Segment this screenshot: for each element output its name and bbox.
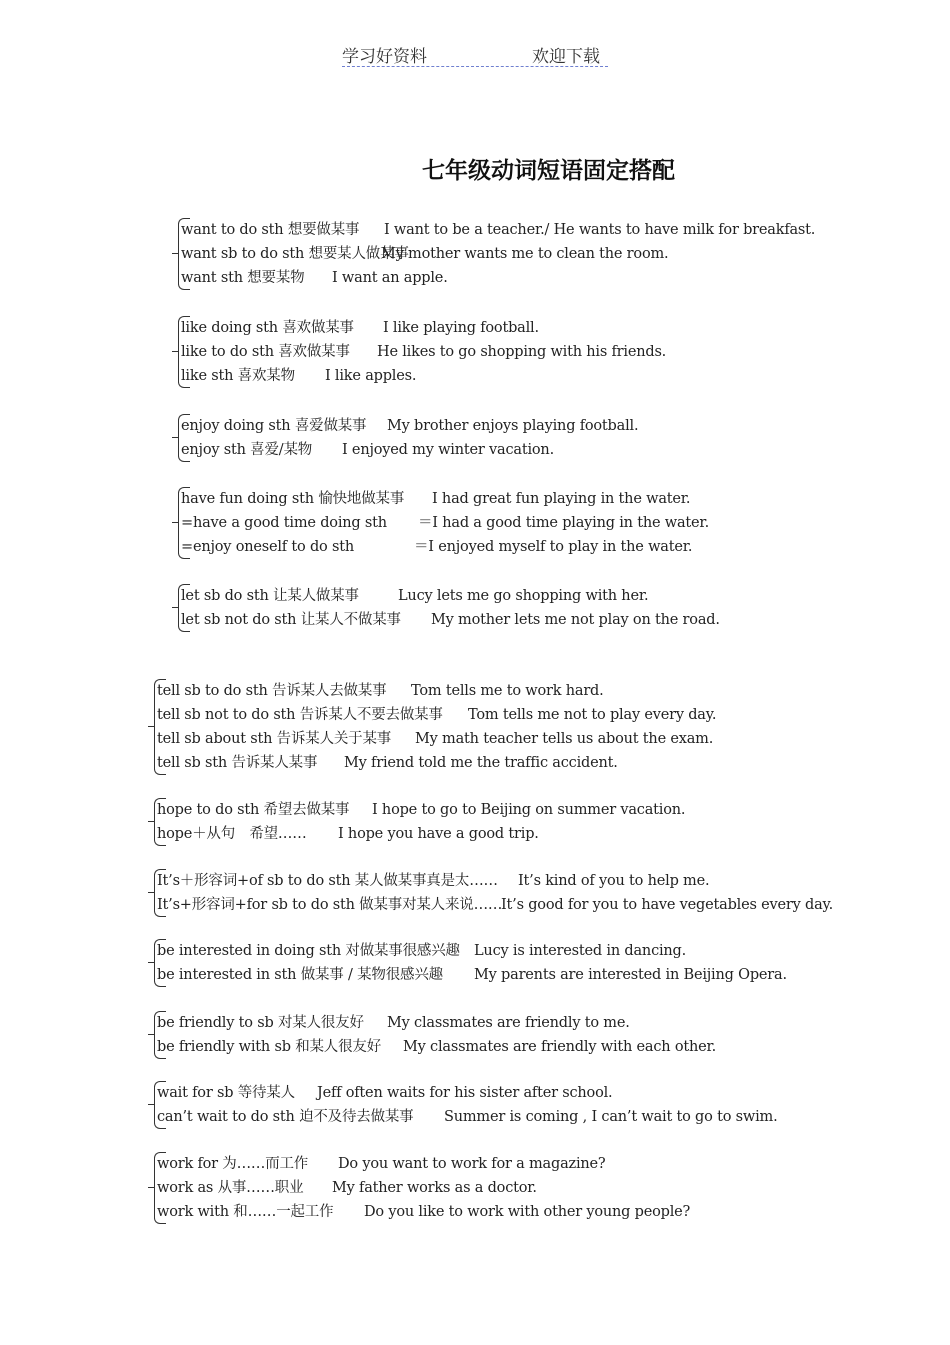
phrase-line	[178, 218, 816, 242]
phrase-group	[178, 218, 816, 290]
phrase-text: tell sb not to do sth 告诉某人不要去做某事	[157, 707, 443, 723]
phrase-text: hope＋从句 希望……	[157, 826, 307, 842]
example-sentence: My math teacher tells us about the exam.	[415, 731, 714, 747]
phrase-text: work as 从事……职业	[157, 1180, 304, 1196]
example-sentence: It’s good for you to have vegetables every day.	[501, 897, 834, 913]
example-sentence: My brother enjoys playing football.	[387, 418, 639, 434]
phrase-line	[154, 679, 604, 703]
phrase-group	[178, 414, 639, 462]
phrase-text: want sb to do sth 想要某人做某事	[181, 246, 409, 262]
phrase-line	[154, 963, 787, 987]
document-title: 七年级动词短语固定搭配	[422, 157, 675, 184]
phrase-line	[178, 364, 417, 388]
phrase-line	[178, 340, 667, 364]
phrase-line	[178, 316, 539, 340]
phrase-text: wait for sb 等待某人	[157, 1085, 295, 1101]
phrase-text: be interested in doing sth 对做某事很感兴趣	[157, 943, 460, 959]
phrase-text: It’s+形容词+for sb to do sth 做某事对某人来说……	[157, 897, 503, 913]
phrase-line	[178, 438, 554, 462]
phrase-line	[154, 727, 714, 751]
example-sentence: I hope you have a good trip.	[338, 826, 539, 842]
example-sentence: My mother lets me not play on the road.	[431, 612, 720, 628]
phrase-line	[178, 266, 448, 290]
example-sentence: He likes to go shopping with his friends.	[377, 344, 667, 360]
phrase-text: hope to do sth 希望去做某事	[157, 802, 350, 818]
phrase-line	[154, 1152, 606, 1176]
example-sentence: Lucy lets me go shopping with her.	[398, 588, 649, 604]
example-sentence: My classmates are friendly with each other.	[403, 1039, 717, 1055]
phrase-text: be friendly to sb 对某人很友好	[157, 1015, 364, 1031]
example-sentence: I want an apple.	[332, 270, 448, 286]
example-sentence: Lucy is interested in dancing.	[474, 943, 687, 959]
phrase-text: work for 为……而工作	[157, 1156, 309, 1172]
header-left-text: 学习好资料	[342, 47, 427, 67]
example-sentence: My friend told me the traffic accident.	[344, 755, 618, 771]
phrase-text: like doing sth 喜欢做某事	[181, 320, 354, 336]
phrase-text: can’t wait to do sth 迫不及待去做某事	[157, 1109, 414, 1125]
phrase-line	[178, 242, 669, 266]
phrase-text: be friendly with sb 和某人很友好	[157, 1039, 382, 1055]
phrase-group	[154, 679, 717, 775]
phrase-line	[154, 869, 710, 893]
example-sentence: I had great fun playing in the water.	[432, 491, 691, 507]
phrase-text: tell sb sth 告诉某人某事	[157, 755, 318, 771]
phrase-text: tell sb about sth 告诉某人关于某事	[157, 731, 392, 747]
phrase-line	[154, 1200, 691, 1224]
example-sentence: I like playing football.	[383, 320, 539, 336]
example-sentence: My mother wants me to clean the room.	[381, 246, 669, 262]
example-sentence: It’s kind of you to help me.	[518, 873, 710, 889]
phrase-line	[178, 511, 709, 535]
page-header	[342, 42, 608, 67]
phrase-text: =have a good time doing sth	[181, 515, 387, 531]
phrase-text: let sb not do sth 让某人不做某事	[181, 612, 401, 628]
example-sentence: My classmates are friendly to me.	[387, 1015, 630, 1031]
phrase-text: like sth 喜欢某物	[181, 368, 295, 384]
phrase-group	[154, 1081, 778, 1129]
phrase-line	[154, 703, 717, 727]
example-sentence: I want to be a teacher./ He wants to have milk for breakfast.	[384, 222, 816, 238]
phrase-group	[154, 798, 686, 846]
phrase-line	[178, 584, 649, 608]
phrase-group	[154, 869, 834, 917]
example-sentence: Summer is coming , I can’t wait to go to swim.	[444, 1109, 778, 1125]
phrase-text: want sth 想要某物	[181, 270, 305, 286]
phrase-text: let sb do sth 让某人做某事	[181, 588, 359, 604]
phrase-group	[178, 316, 667, 388]
phrase-line	[154, 751, 618, 775]
phrase-line	[178, 608, 720, 632]
phrase-text: enjoy doing sth 喜爱做某事	[181, 418, 367, 434]
phrase-line	[154, 1176, 537, 1200]
phrase-group	[178, 584, 720, 632]
phrase-text: be interested in sth 做某事 / 某物很感兴趣	[157, 967, 443, 983]
example-sentence: I like apples.	[325, 368, 417, 384]
phrase-text: like to do sth 喜欢做某事	[181, 344, 350, 360]
example-sentence: My parents are interested in Beijing Opera.	[474, 967, 787, 983]
phrase-group	[154, 1152, 691, 1224]
example-sentence: I enjoyed my winter vacation.	[342, 442, 554, 458]
phrase-line	[178, 414, 639, 438]
example-sentence: Do you want to work for a magazine?	[338, 1156, 606, 1172]
phrase-line	[154, 822, 539, 846]
example-sentence: Tom tells me not to play every day.	[468, 707, 717, 723]
phrase-text: work with 和……一起工作	[157, 1204, 334, 1220]
phrase-line	[154, 1011, 630, 1035]
phrase-line	[178, 487, 691, 511]
phrase-text: want to do sth 想要做某事	[181, 222, 360, 238]
phrase-group	[154, 939, 787, 987]
phrase-line	[154, 1081, 613, 1105]
phrase-text: enjoy sth 喜爱/某物	[181, 442, 313, 458]
example-sentence: Jeff often waits for his sister after school.	[317, 1085, 613, 1101]
phrase-text: have fun doing sth 愉快地做某事	[181, 491, 405, 507]
phrase-line	[154, 798, 686, 822]
phrase-line	[154, 893, 834, 917]
phrase-line	[154, 1105, 778, 1129]
example-sentence: My father works as a doctor.	[332, 1180, 537, 1196]
example-sentence: ＝I enjoyed myself to play in the water.	[414, 539, 693, 555]
phrase-text: It’s＋形容词+of sb to do sth 某人做某事真是太……	[157, 873, 498, 889]
phrase-line	[154, 939, 687, 963]
phrase-text: =enjoy oneself to do sth	[181, 539, 354, 555]
header-right-text: 欢迎下载	[532, 47, 600, 67]
phrase-line	[178, 535, 693, 559]
example-sentence: Tom tells me to work hard.	[411, 683, 604, 699]
phrase-group	[154, 1011, 717, 1059]
example-sentence: ＝I had a good time playing in the water.	[418, 515, 709, 531]
phrase-line	[154, 1035, 717, 1059]
example-sentence: Do you like to work with other young people?	[364, 1204, 691, 1220]
example-sentence: I hope to go to Beijing on summer vacation.	[372, 802, 686, 818]
phrase-group	[178, 487, 709, 559]
phrase-text: tell sb to do sth 告诉某人去做某事	[157, 683, 387, 699]
